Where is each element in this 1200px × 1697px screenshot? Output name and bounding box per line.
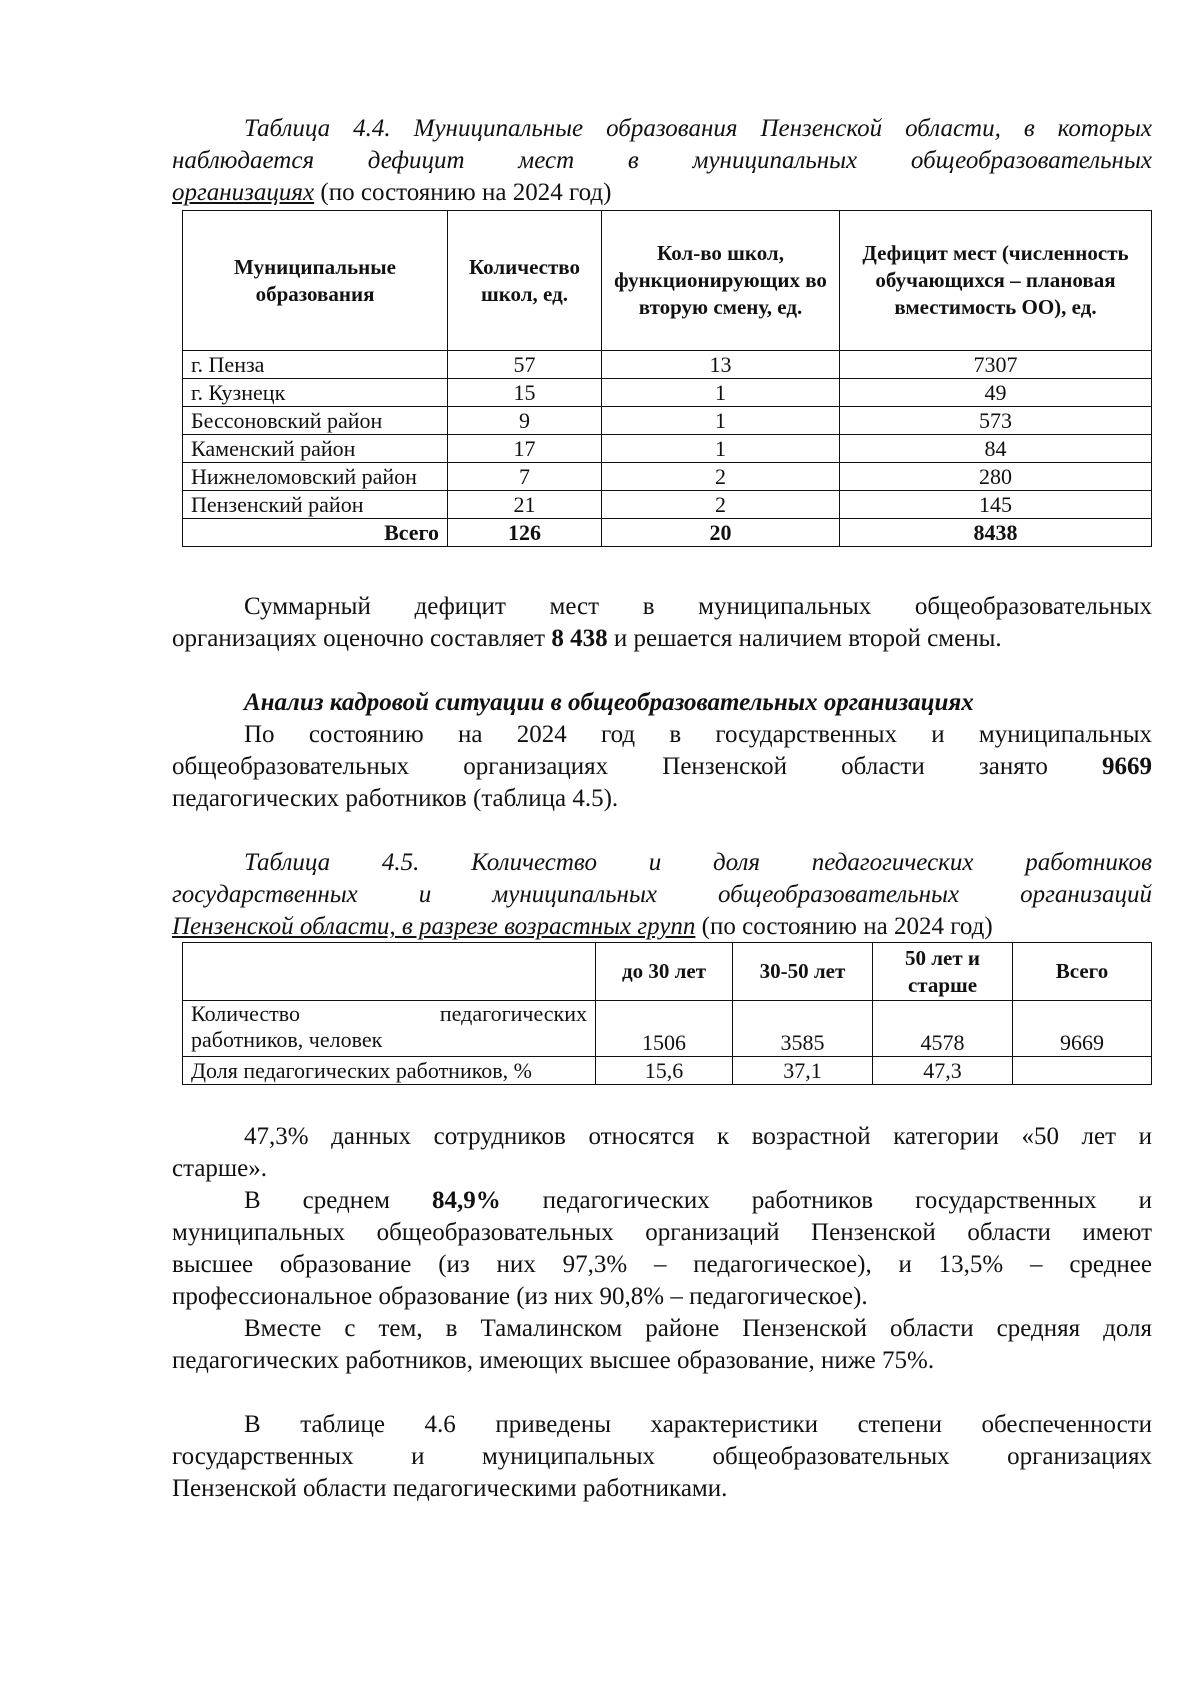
table45-caption-line3	[172, 912, 1152, 942]
table44-cell-shift: 1	[602, 379, 840, 407]
table44-header-schools: Количество школ, ед.	[448, 211, 602, 351]
table45-header-empty	[183, 943, 596, 1001]
para1-text-a: организациях оценочно составляет	[172, 625, 552, 652]
table44-cell-name: г. Кузнецк	[183, 379, 448, 407]
table-row	[183, 491, 1152, 519]
table44-cell-shift: 2	[602, 463, 840, 491]
table44-cell-deficit: 280	[840, 463, 1152, 491]
table44-header-second-shift: Кол-во школ, функционирующих во вторую смену, ед.	[602, 211, 840, 351]
para6-line3: Пензенской области педагогическими работниками.	[172, 1475, 728, 1502]
table-4-4	[182, 210, 1152, 547]
table44-header-deficit: Дефицит мест (численность обучающихся – плановая вместимость ОО), ед.	[840, 211, 1152, 351]
para2-line1: По состоянию на 2024 год в государственных и муниципальных	[244, 721, 1152, 748]
table-row	[183, 407, 1152, 435]
para2-line2	[172, 752, 1152, 782]
para6-line2: государственных и муниципальных общеобразовательных организациях	[172, 1443, 1152, 1470]
table45-row1-label	[183, 1001, 596, 1057]
table44-cell-shift: 1	[602, 435, 840, 463]
para4-text-a: В среднем	[244, 1187, 432, 1214]
table-row	[183, 351, 1152, 379]
para5-line1: Вместе с тем, в Тамалинском районе Пензенской области средняя доля	[244, 1315, 1152, 1342]
section-heading: Анализ кадровой ситуации в общеобразовательных организациях	[244, 689, 974, 716]
table44-cell-deficit: 49	[840, 379, 1152, 407]
para4-bold-value: 84,9%	[431, 1187, 501, 1214]
table44-caption-line3	[172, 178, 1152, 208]
para2-bold-value: 9669	[1102, 753, 1152, 780]
table45-header-under30: до 30 лет	[596, 943, 733, 1001]
table44-total-schools: 126	[448, 519, 602, 547]
table-row	[183, 379, 1152, 407]
table44-header-municipality: Муниципальные образования	[183, 211, 448, 351]
table-row	[183, 463, 1152, 491]
table44-cell-shift: 2	[602, 491, 840, 519]
table-row	[183, 1057, 1152, 1085]
table45-cell-total: 9669	[1013, 1001, 1152, 1057]
table44-cell-schools: 17	[448, 435, 602, 463]
table44-cell-name: Пензенский район	[183, 491, 448, 519]
para1-line2	[172, 624, 1152, 654]
table44-caption-line1: Таблица 4.4. Муниципальные образования Пензенской области, в которых	[244, 115, 1152, 142]
table44-cell-schools: 9	[448, 407, 602, 435]
para4-text-b: педагогических работников государственных и	[500, 1187, 1152, 1214]
table44-caption-line2: наблюдается дефицит мест в муниципальных общеобразовательных	[172, 147, 1152, 174]
table44-cell-deficit: 84	[840, 435, 1152, 463]
table45-caption-italic: Пензенской области, в разрезе возрастных групп	[172, 913, 696, 940]
para3-line1: 47,3% данных сотрудников относятся к возрастной категории «50 лет и	[244, 1123, 1152, 1150]
table44-caption-italic: организациях	[172, 179, 315, 206]
table-row	[183, 435, 1152, 463]
table45-cell-30to50: 37,1	[733, 1057, 873, 1085]
table45-cell-under30: 1506	[596, 1001, 733, 1057]
para4-line1	[244, 1186, 1152, 1216]
table44-cell-shift: 1	[602, 407, 840, 435]
table45-row1-label-a: Количество педагогических	[191, 1001, 587, 1026]
para4-line2: муниципальных общеобразовательных организаций Пензенской области имеют	[172, 1219, 1152, 1246]
para6-line1: В таблице 4.6 приведены характеристики степени обеспеченности	[244, 1411, 1152, 1438]
table44-caption-rest: (по состоянию на 2024 год)	[314, 179, 612, 206]
table44-cell-schools: 57	[448, 351, 602, 379]
table45-cell-30to50: 3585	[733, 1001, 873, 1057]
para1-line1: Суммарный дефицит мест в муниципальных общеобразовательных	[244, 593, 1152, 620]
table45-caption-line1: Таблица 4.5. Количество и доля педагогических работников	[244, 849, 1152, 876]
table44-cell-name: Нижнеломовский район	[183, 463, 448, 491]
para3-line2: старше».	[172, 1155, 268, 1182]
table45-cell-total	[1013, 1057, 1152, 1085]
table-row	[183, 1001, 1152, 1057]
para4-line3: высшее образование (из них 97,3% – педагогическое), и 13,5% – среднее	[172, 1251, 1152, 1278]
para5-line2: педагогических работников, имеющих высшее образование, ниже 75%.	[172, 1347, 935, 1374]
table45-caption-line2: государственных и муниципальных общеобразовательных организаций	[172, 881, 1152, 908]
table44-cell-name: г. Пенза	[183, 351, 448, 379]
table45-cell-50plus: 47,3	[873, 1057, 1013, 1085]
table44-cell-schools: 7	[448, 463, 602, 491]
para1-text-b: и решается наличием второй смены.	[607, 625, 1002, 652]
table44-cell-shift: 13	[602, 351, 840, 379]
table-4-5	[182, 942, 1152, 1085]
table44-total-deficit: 8438	[840, 519, 1152, 547]
table44-header-row	[183, 211, 1152, 351]
table44-cell-deficit: 7307	[840, 351, 1152, 379]
table44-total-shift: 20	[602, 519, 840, 547]
table44-cell-schools: 15	[448, 379, 602, 407]
table45-cell-50plus: 4578	[873, 1001, 1013, 1057]
table45-caption-rest: (по состоянию на 2024 год)	[695, 913, 993, 940]
para1-bold-value: 8 438	[551, 625, 608, 652]
table45-row1-label-b: работников, человек	[191, 1027, 383, 1052]
para2-line3: педагогических работников (таблица 4.5).	[172, 785, 619, 812]
table44-cell-name: Каменский район	[183, 435, 448, 463]
table45-header-row	[183, 943, 1152, 1001]
table45-header-total: Всего	[1013, 943, 1152, 1001]
table45-row2-label: Доля педагогических работников, %	[183, 1057, 596, 1085]
table44-total-label: Всего	[183, 519, 448, 547]
table44-cell-schools: 21	[448, 491, 602, 519]
table45-cell-under30: 15,6	[596, 1057, 733, 1085]
table44-cell-deficit: 573	[840, 407, 1152, 435]
table44-total-row	[183, 519, 1152, 547]
table44-cell-deficit: 145	[840, 491, 1152, 519]
para2-text-a: общеобразовательных организациях Пензенской области занято	[172, 753, 1102, 780]
table45-header-50plus: 50 лет и старше	[873, 943, 1013, 1001]
table44-cell-name: Бессоновский район	[183, 407, 448, 435]
table45-header-30to50: 30-50 лет	[733, 943, 873, 1001]
para4-line4: профессиональное образование (из них 90,8% – педагогическое).	[172, 1283, 868, 1310]
